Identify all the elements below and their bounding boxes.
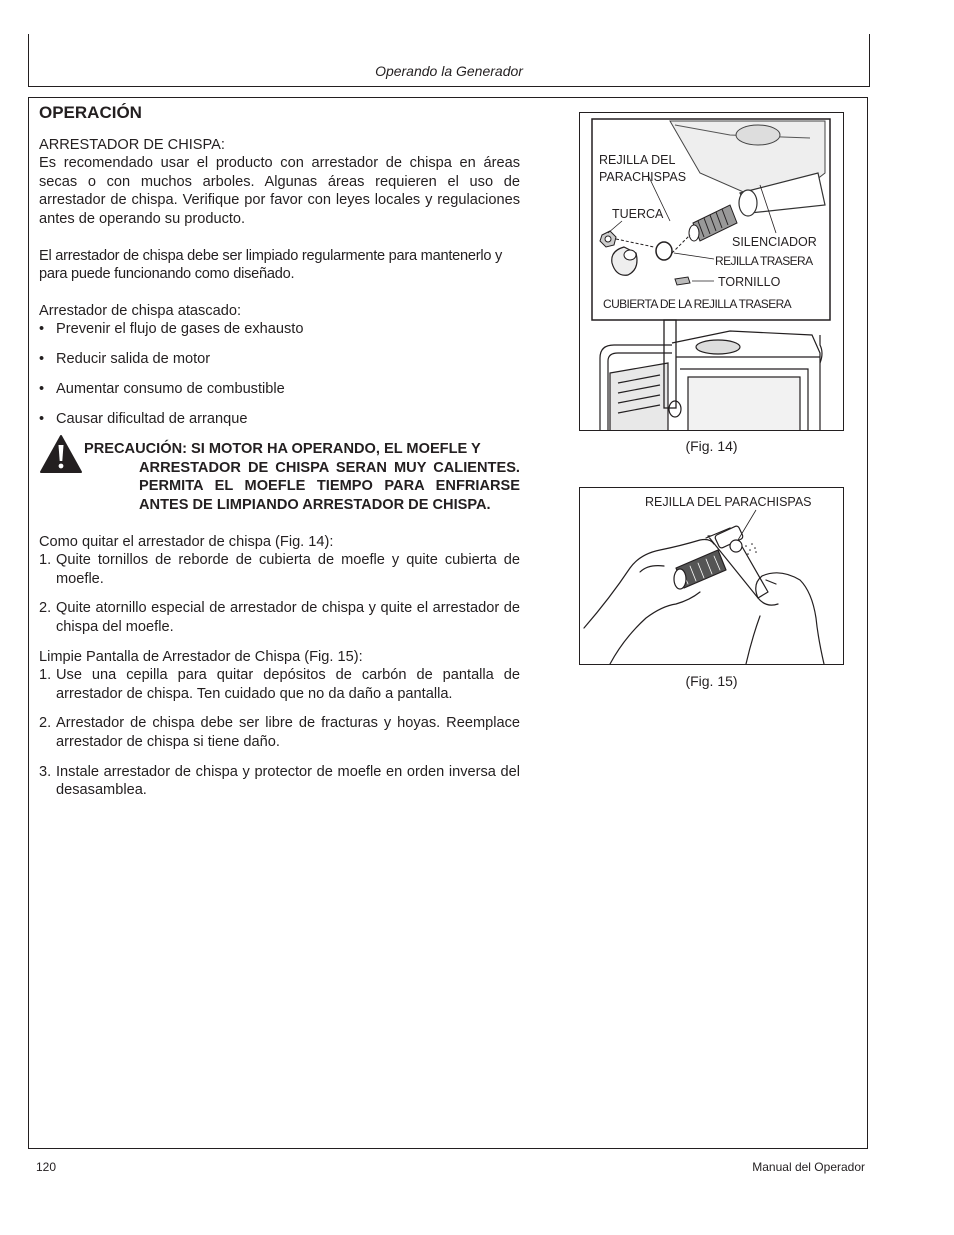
caution-text: ARRESTADOR DE CHISPA SERAN MUY CALIENTES. PERMITA EL MOEFLE TIEMPO PARA ENFRIARSE ANTES DE LIMPIANDO ARRESTADOR DE CHISPA. xyxy=(139,459,520,514)
clogged-list xyxy=(39,320,520,429)
figure-14 xyxy=(579,112,844,431)
footer-title: Manual del Operador xyxy=(752,1160,865,1174)
page-number: 120 xyxy=(36,1160,57,1174)
subsection-title: ARRESTADOR DE CHISPA: xyxy=(39,136,225,153)
figure-14-caption: (Fig. 14) xyxy=(685,438,738,454)
list-item: • Prevenir el flujo de gases de exhausto xyxy=(39,320,520,339)
label-spark-screen-1: REJILLA DEL xyxy=(599,153,676,167)
label-spark-screen-2: PARACHISPAS xyxy=(599,170,687,184)
cleaning-note: El arrestador de chispa debe ser limpiado regularmente para mantenerlo y para puede funcionando como diseñado. xyxy=(39,247,503,283)
figure-15 xyxy=(579,487,844,665)
label-screw: TORNILLO xyxy=(718,275,781,289)
list-item: 3. Instale arrestador de chispa y protector de moefle en orden inversa del desasamblea. xyxy=(39,763,520,799)
label-muffler: SILENCIADOR xyxy=(732,235,817,249)
text-column xyxy=(39,104,520,811)
caution-lead: PRECAUCIÓN: SI MOTOR HA OPERANDO, EL MOEFLE Y xyxy=(84,441,481,458)
list-item: 1. Quite tornillos de reborde de cubierta de moefle y quite cubierta de moefle. xyxy=(39,552,520,587)
remove-steps xyxy=(39,551,520,636)
label-spark-screen: REJILLA DEL PARACHISPAS xyxy=(645,495,812,509)
label-rear-grille: REJILLA TRASERA xyxy=(715,254,813,268)
label-nut: TUERCA xyxy=(612,207,664,221)
screen-cleaning-illustration xyxy=(580,488,844,665)
figure-15-caption: (Fig. 15) xyxy=(685,673,738,689)
list-item: 1. Use una cepilla para quitar depósitos de carbón de pantalla de arrestador de chispa. Ten cuidado que no da daño a pantalla. xyxy=(39,667,520,702)
header-title: Operando la Generador xyxy=(375,63,523,79)
remove-title: Como quitar el arrestador de chispa (Fig. 14): xyxy=(39,533,334,550)
list-item: 2. Quite atornillo especial de arrestador de chispa y quite el arrestador de chispa del moefle. xyxy=(39,600,520,636)
page-header xyxy=(28,34,870,87)
clean-title: Limpie Pantalla de Arrestador de Chispa (Fig. 15): xyxy=(39,648,363,665)
list-item: 2. Arrestador de chispa debe ser libre de fracturas y hoyas. Reemplace arrestador de chispa si tiene daño. xyxy=(39,715,520,750)
caution-block xyxy=(39,440,520,514)
list-item: • Causar dificultad de arranque xyxy=(39,410,520,429)
list-item: • Aumentar consumo de combustible xyxy=(39,380,520,399)
label-rear-grille-cover: CUBIERTA DE LA REJILLA TRASERA xyxy=(603,297,792,311)
intro-paragraph: Es recomendado usar el producto con arrestador de chispa en áreas secas o con muchos arboles. Algunas áreas requieren el uso de arrestador de chispa. Verifique por favor con leyes locales y regulaciones antes de operando su producto. xyxy=(39,155,520,227)
clean-steps xyxy=(39,666,520,800)
section-title: OPERACIÓN xyxy=(39,103,142,122)
clogged-title: Arrestador de chispa atascado: xyxy=(39,302,241,319)
warning-icon xyxy=(39,434,83,474)
list-item: • Reducir salida de motor xyxy=(39,350,520,369)
